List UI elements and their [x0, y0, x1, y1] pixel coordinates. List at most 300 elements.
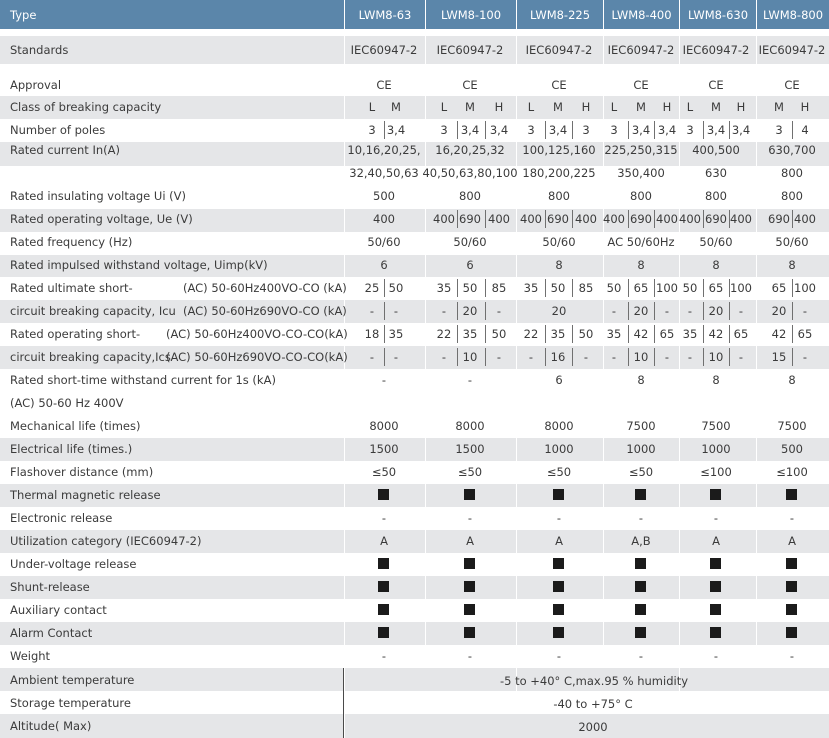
cell-value: - [441, 304, 447, 318]
model-name: LWM8-630 [687, 8, 749, 22]
cell-value: IEC60947-2 [607, 43, 675, 57]
cell-value: 400 [794, 212, 816, 226]
cell-value: 3 [610, 123, 618, 137]
cell-divider [485, 302, 486, 320]
cell-value: 20 [771, 304, 787, 318]
cell-value: 3,4 [731, 123, 751, 137]
cell-value: 630,700 [768, 143, 816, 157]
filled-square-marker [635, 604, 646, 615]
cell-value: 800 [781, 189, 803, 203]
row-label-flashover: Flashover distance (mm) [10, 465, 154, 479]
filled-square-marker [553, 627, 564, 638]
row-label-impulse_voltage: Rated impulsed withstand voltage, Uimp(kV) [10, 258, 268, 272]
filled-square-marker [786, 558, 797, 569]
cell-value: 800 [459, 189, 481, 203]
cell-value: 3 [775, 123, 783, 137]
cell-value: L [440, 100, 448, 114]
column-divider [425, 0, 426, 668]
cell-divider [485, 325, 486, 343]
cell-value: 3 [686, 123, 694, 137]
filled-square-marker [786, 604, 797, 615]
cell-divider [792, 348, 793, 366]
cell-divider [457, 279, 458, 297]
cell-value: 50/60 [699, 235, 733, 249]
cell-value: 35 [550, 327, 566, 341]
row-band [0, 64, 829, 96]
cell-value: 50 [682, 281, 698, 295]
filled-square-marker [464, 581, 475, 592]
filled-square-marker [553, 581, 564, 592]
cell-value: 3,4 [460, 123, 480, 137]
cell-value: 4 [801, 123, 809, 137]
row-label-alarm: Alarm Contact [10, 626, 93, 640]
column-divider [756, 0, 757, 668]
cell-value: 800 [705, 189, 727, 203]
cell-divider [628, 325, 629, 343]
cell-value: 20 [633, 304, 649, 318]
cell-value: 400 [656, 212, 678, 226]
cell-value: 690 [459, 212, 481, 226]
cell-divider [729, 121, 730, 139]
filled-square-marker [635, 581, 646, 592]
cell-value: 3,4 [657, 123, 677, 137]
cell-value: AC 50/60Hz [607, 235, 675, 249]
cell-divider [703, 302, 704, 320]
row-label-ics-line2: circuit breaking capacity,Ics [10, 350, 171, 364]
cell-divider [545, 121, 546, 139]
cell-value: 630 [705, 166, 727, 180]
cell-value: 800 [630, 189, 652, 203]
cell-value: 500 [781, 442, 803, 456]
cell-value: L [527, 100, 535, 114]
cell-value: - [713, 511, 719, 525]
cell-value: - [638, 649, 644, 663]
cell-divider [545, 210, 546, 228]
cell-value: CE [376, 78, 392, 92]
row-label-standards: Standards [10, 43, 69, 57]
cell-divider [703, 121, 704, 139]
row-label-ics-line1: Rated operating short- [10, 327, 141, 341]
cell-value: M [553, 100, 563, 114]
cell-value: - [611, 304, 617, 318]
row-label-ambient: Ambient temperature [10, 673, 135, 687]
filled-square-marker [464, 558, 475, 569]
model-name: LWM8-400 [611, 8, 672, 22]
row-label-weight: Weight [10, 649, 51, 663]
cell-value: L [686, 100, 694, 114]
cell-value: - [381, 373, 387, 387]
cell-value: 50/60 [775, 235, 809, 249]
cell-value: 400 [603, 212, 625, 226]
cell-value: ≤50 [628, 465, 654, 479]
cell-value: - [467, 373, 473, 387]
cell-divider [628, 121, 629, 139]
cell-value: 800 [548, 189, 570, 203]
row-band [0, 622, 829, 645]
filled-square-marker [635, 627, 646, 638]
cell-value: H [581, 100, 591, 114]
cell-value: 8 [712, 258, 720, 272]
row-label-icu-line2: circuit breaking capacity, Icu [10, 304, 176, 318]
cell-value: 65 [659, 327, 675, 341]
cell-value: - [528, 350, 534, 364]
cell-value: - [687, 304, 693, 318]
cell-value: M [774, 100, 784, 114]
cell-value: 65 [733, 327, 749, 341]
filled-square-marker [786, 489, 797, 500]
cell-value: 35 [523, 281, 539, 295]
cell-divider [485, 348, 486, 366]
row-label-storage: Storage temperature [10, 696, 131, 710]
filled-square-marker [710, 627, 721, 638]
cell-value: 50/60 [542, 235, 576, 249]
cell-divider [703, 325, 704, 343]
cell-divider [545, 348, 546, 366]
cell-divider [703, 279, 704, 297]
cell-value: 3 [527, 123, 535, 137]
cell-divider [457, 210, 458, 228]
cell-value: 3,4 [489, 123, 509, 137]
cell-divider [703, 210, 704, 228]
filled-square-marker [378, 627, 389, 638]
cell-divider [457, 325, 458, 343]
row-band [0, 714, 829, 738]
row-band [0, 599, 829, 622]
filled-square-marker [553, 558, 564, 569]
model-header-lwm8-800 [757, 0, 829, 29]
filled-square-marker [710, 581, 721, 592]
cell-value: - [556, 649, 562, 663]
storage-value: -40 to +75° C [553, 697, 633, 711]
cell-value: 15 [771, 350, 787, 364]
cell-value: 400,500 [692, 143, 740, 157]
cell-value: - [467, 649, 473, 663]
cell-value: 65 [708, 281, 724, 295]
row-label-electronic: Electronic release [10, 511, 113, 525]
cell-value: H [494, 100, 504, 114]
cell-value: - [393, 350, 399, 364]
merged-left-border [343, 668, 344, 738]
row-band [0, 645, 829, 668]
model-header-lwm8-630 [680, 0, 756, 29]
cell-value: A [466, 534, 474, 548]
cell-value: 42 [633, 327, 649, 341]
cell-value: 50 [578, 327, 594, 341]
cell-value: - [738, 350, 744, 364]
cell-value: 400 [433, 212, 455, 226]
cell-value: IEC60947-2 [525, 43, 593, 57]
model-name: LWM8-225 [529, 8, 591, 22]
cell-value: 20 [551, 304, 567, 318]
cell-value: 85 [578, 281, 594, 295]
cell-divider [485, 279, 486, 297]
filled-square-marker [553, 604, 564, 615]
filled-square-marker [378, 604, 389, 615]
cell-value: 8 [712, 373, 720, 387]
cell-value: 35 [462, 327, 478, 341]
model-name: LWM8-100 [440, 8, 502, 22]
cell-value: - [381, 649, 387, 663]
cell-value: 7500 [701, 419, 731, 433]
cell-value: 50 [606, 281, 622, 295]
filled-square-marker [635, 489, 646, 500]
cell-value: 42 [708, 327, 724, 341]
model-header-lwm8-400 [604, 0, 679, 29]
cell-divider [457, 348, 458, 366]
cell-value: - [789, 649, 795, 663]
filled-square-marker [786, 627, 797, 638]
cell-value: ≤100 [700, 465, 732, 479]
cell-divider [792, 325, 793, 343]
cell-divider [572, 348, 573, 366]
filled-square-marker [710, 604, 721, 615]
cell-value: 10,16,20,25, [347, 143, 421, 157]
filled-square-marker [553, 489, 564, 500]
row-label-icu-line1: Rated ultimate short- [10, 281, 133, 295]
cell-value: 42 [771, 327, 787, 341]
cell-value: 3 [582, 123, 590, 137]
row-label-rated-current: Rated current In(A) [10, 143, 120, 157]
cell-divider [485, 121, 486, 139]
cell-value: - [393, 304, 399, 318]
filled-square-marker [635, 558, 646, 569]
cell-value: 32,40,50,63 [349, 166, 419, 180]
cell-divider [628, 348, 629, 366]
cell-divider [729, 302, 730, 320]
cell-value: 20 [462, 304, 478, 318]
cell-value: 3 [440, 123, 448, 137]
cell-value: - [496, 350, 502, 364]
cell-value: 400 [373, 212, 395, 226]
cell-divider [703, 348, 704, 366]
cell-value: 50 [550, 281, 566, 295]
cell-value: 7500 [626, 419, 656, 433]
model-header-lwm8-63 [345, 0, 425, 29]
cell-value: 8 [637, 373, 645, 387]
cell-value: 6 [380, 258, 388, 272]
cell-value: 7500 [777, 419, 807, 433]
cell-value: 50 [388, 281, 404, 295]
cell-value: 100 [730, 281, 752, 295]
cell-value: 65 [797, 327, 813, 341]
cell-value: 3 [368, 123, 376, 137]
type-header-label: Type [10, 8, 37, 22]
cell-divider [485, 210, 486, 228]
cell-value: 8000 [369, 419, 399, 433]
cell-value: 18 [364, 327, 380, 341]
cell-value: M [465, 100, 475, 114]
cell-value: 35 [436, 281, 452, 295]
cell-value: 1500 [455, 442, 485, 456]
cell-divider [792, 121, 793, 139]
cell-value: 8 [788, 373, 796, 387]
cell-value: H [662, 100, 672, 114]
cell-value: - [583, 350, 589, 364]
cell-value: ≤100 [776, 465, 808, 479]
cell-value: 40,50,63,80,100 [422, 166, 518, 180]
cell-value: - [369, 350, 375, 364]
icu-condition-690v: (AC) 50-60Hz690VO-CO (kA) [183, 304, 347, 318]
column-divider [344, 0, 345, 738]
row-label-operating-voltage: Rated operating voltage, Ue (V) [10, 212, 193, 226]
cell-value: 50/60 [367, 235, 401, 249]
cell-value: 8 [555, 258, 563, 272]
type-header-cell [0, 0, 344, 29]
cell-divider [654, 302, 655, 320]
cell-value: 35 [606, 327, 622, 341]
filled-square-marker [786, 581, 797, 592]
cell-divider [628, 279, 629, 297]
cell-value: M [391, 100, 401, 114]
cell-divider [792, 302, 793, 320]
cell-divider [384, 279, 385, 297]
row-label-breaking-class: Class of breaking capacity [10, 100, 162, 114]
cell-value: - [687, 350, 693, 364]
cell-value: - [369, 304, 375, 318]
cell-divider [654, 121, 655, 139]
cell-value: 690 [768, 212, 790, 226]
cell-value: 800 [781, 166, 803, 180]
cell-divider [792, 279, 793, 297]
cell-value: 3,4 [706, 123, 726, 137]
cell-divider [572, 210, 573, 228]
cell-divider [572, 325, 573, 343]
model-name: LWM8-63 [358, 8, 412, 22]
altitude-value: 2000 [578, 720, 608, 734]
cell-value: 100,125,160 [522, 143, 596, 157]
cell-value: 50/60 [453, 235, 487, 249]
cell-divider [654, 348, 655, 366]
model-header-lwm8-100 [426, 0, 516, 29]
cell-value: 690 [705, 212, 727, 226]
cell-value: H [736, 100, 746, 114]
filled-square-marker [378, 489, 389, 500]
cell-value: CE [551, 78, 567, 92]
cell-value: IEC60947-2 [682, 43, 750, 57]
model-header-lwm8-225 [517, 0, 603, 29]
row-label-undervoltage: Under-voltage release [10, 557, 137, 571]
row-label-auxiliary: Auxiliary contact [10, 603, 107, 617]
cell-value: 65 [771, 281, 787, 295]
column-divider [516, 0, 517, 714]
cell-value: CE [708, 78, 724, 92]
model-name: LWM8-800 [762, 8, 824, 22]
cell-value: - [611, 350, 617, 364]
cell-value: CE [462, 78, 478, 92]
cell-value: 35 [388, 327, 404, 341]
filled-square-marker [464, 489, 475, 500]
cell-divider [628, 302, 629, 320]
cell-value: 350,400 [617, 166, 665, 180]
cell-divider [545, 279, 546, 297]
cell-value: - [441, 350, 447, 364]
cell-value: ≤50 [371, 465, 397, 479]
icu-condition-400v: (AC) 50-60Hz400VO-CO (kA) [183, 281, 347, 295]
cell-value: ≤50 [457, 465, 483, 479]
cell-value: CE [784, 78, 800, 92]
cell-value: 22 [523, 327, 539, 341]
cell-value: 85 [491, 281, 507, 295]
cell-value: 65 [633, 281, 649, 295]
cell-value: - [664, 304, 670, 318]
cell-value: 690 [547, 212, 569, 226]
cell-value: 6 [466, 258, 474, 272]
cell-value: - [789, 511, 795, 525]
cell-value: 10 [462, 350, 478, 364]
ambient-value: -5 to +40° C,max.95 % humidity [499, 674, 689, 688]
cell-value: IEC60947-2 [350, 43, 418, 57]
row-label-short-time-line2: (AC) 50-60 Hz 400V [10, 396, 124, 410]
cell-value: 100 [794, 281, 816, 295]
cell-value: A,B [631, 534, 651, 548]
filled-square-marker [710, 558, 721, 569]
cell-value: A [788, 534, 796, 548]
cell-value: 8000 [544, 419, 574, 433]
cell-value: 16 [550, 350, 566, 364]
cell-value: 16,20,25,32 [435, 143, 505, 157]
cell-value: 6 [555, 373, 563, 387]
cell-value: ≤50 [546, 465, 572, 479]
cell-value: 8000 [455, 419, 485, 433]
cell-value: - [381, 511, 387, 525]
row-label-poles: Number of poles [10, 123, 106, 137]
cell-divider [654, 325, 655, 343]
cell-value: IEC60947-2 [436, 43, 504, 57]
cell-value: 22 [436, 327, 452, 341]
cell-value: CE [633, 78, 649, 92]
cell-value: L [368, 100, 376, 114]
cell-divider [457, 302, 458, 320]
row-label-shunt: Shunt-release [10, 580, 90, 594]
cell-divider [729, 210, 730, 228]
cell-value: - [738, 304, 744, 318]
cell-value: - [467, 511, 473, 525]
cell-value: 690 [630, 212, 652, 226]
filled-square-marker [378, 558, 389, 569]
cell-divider [729, 279, 730, 297]
cell-divider [572, 279, 573, 297]
cell-value: 500 [373, 189, 395, 203]
cell-divider [654, 210, 655, 228]
cell-value: 8 [637, 258, 645, 272]
cell-divider [384, 348, 385, 366]
cell-divider [654, 279, 655, 297]
cell-value: 10 [633, 350, 649, 364]
cell-divider [457, 121, 458, 139]
cell-value: - [496, 304, 502, 318]
cell-value: 1000 [701, 442, 731, 456]
cell-value: - [802, 350, 808, 364]
cell-value: 1500 [369, 442, 399, 456]
cell-value: 400 [488, 212, 510, 226]
cell-divider [384, 302, 385, 320]
cell-value: 25 [364, 281, 380, 295]
cell-value: 400 [520, 212, 542, 226]
cell-value: 3,4 [631, 123, 651, 137]
cell-value: M [636, 100, 646, 114]
cell-value: 1000 [626, 442, 656, 456]
cell-divider [545, 325, 546, 343]
cell-value: - [556, 511, 562, 525]
cell-value: 180,200,225 [522, 166, 596, 180]
cell-value: 10 [708, 350, 724, 364]
row-label-short-time-line1: Rated short-time withstand current for 1s (kA) [10, 373, 276, 387]
cell-value: 1000 [544, 442, 574, 456]
cell-value: M [711, 100, 721, 114]
cell-value: 400 [575, 212, 597, 226]
cell-divider [792, 210, 793, 228]
filled-square-marker [710, 489, 721, 500]
